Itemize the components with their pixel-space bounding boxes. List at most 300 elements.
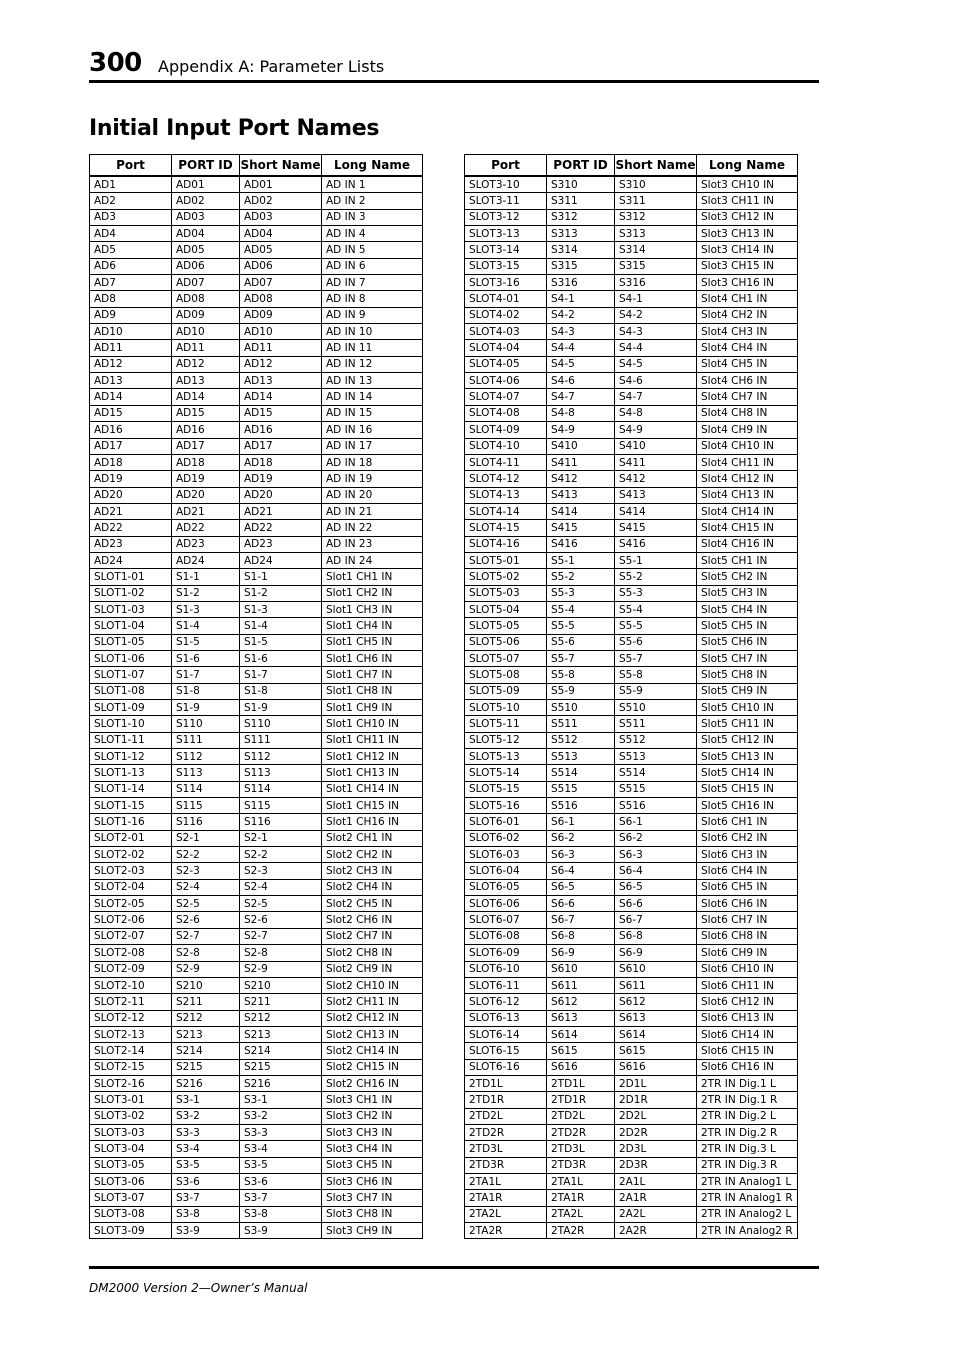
- cell-long-name: Slot4 CH5 IN: [697, 356, 798, 372]
- cell-short-name: S6-3: [615, 847, 697, 863]
- cell-short-name: S6-4: [615, 863, 697, 879]
- table-row: [465, 830, 798, 846]
- table-row: [465, 1108, 798, 1124]
- cell-short-name: S612: [615, 994, 697, 1010]
- table-row: [465, 945, 798, 961]
- cell-port: SLOT1-06: [90, 650, 172, 666]
- cell-short-name: AD01: [240, 176, 322, 193]
- cell-short-name: S2-5: [240, 896, 322, 912]
- cell-long-name: AD IN 3: [322, 209, 423, 225]
- cell-short-name: S3-3: [240, 1124, 322, 1140]
- cell-long-name: Slot1 CH12 IN: [322, 749, 423, 765]
- table-row: [90, 814, 423, 830]
- cell-port-id: S610: [547, 961, 615, 977]
- cell-long-name: AD IN 1: [322, 176, 423, 193]
- table-row: [465, 1059, 798, 1075]
- cell-port: SLOT2-05: [90, 896, 172, 912]
- table-row: [90, 324, 423, 340]
- cell-short-name: S611: [615, 977, 697, 993]
- cell-short-name: S510: [615, 700, 697, 716]
- cell-long-name: Slot3 CH1 IN: [322, 1092, 423, 1108]
- cell-port-id: S2-1: [172, 830, 240, 846]
- cell-short-name: S614: [615, 1026, 697, 1042]
- cell-short-name: S3-6: [240, 1173, 322, 1189]
- cell-port: SLOT5-10: [465, 700, 547, 716]
- cell-port: SLOT6-08: [465, 928, 547, 944]
- cell-short-name: S3-9: [240, 1223, 322, 1239]
- cell-port-id: 2TD1R: [547, 1092, 615, 1108]
- cell-port: SLOT5-08: [465, 667, 547, 683]
- cell-port: SLOT1-16: [90, 814, 172, 830]
- cell-short-name: AD19: [240, 471, 322, 487]
- cell-long-name: Slot3 CH5 IN: [322, 1157, 423, 1173]
- column-header-long-name: Long Name: [697, 155, 798, 177]
- cell-short-name: 2D1R: [615, 1092, 697, 1108]
- cell-long-name: Slot2 CH9 IN: [322, 961, 423, 977]
- cell-long-name: Slot3 CH15 IN: [697, 258, 798, 274]
- cell-port: AD11: [90, 340, 172, 356]
- cell-short-name: S3-1: [240, 1092, 322, 1108]
- cell-long-name: Slot4 CH14 IN: [697, 503, 798, 519]
- cell-port-id: S6-9: [547, 945, 615, 961]
- table-row: [90, 716, 423, 732]
- cell-port-id: S6-5: [547, 879, 615, 895]
- table-row: [90, 471, 423, 487]
- cell-short-name: AD13: [240, 373, 322, 389]
- cell-long-name: Slot2 CH8 IN: [322, 945, 423, 961]
- cell-short-name: S6-9: [615, 945, 697, 961]
- table-row: [465, 749, 798, 765]
- table-row: [90, 503, 423, 519]
- cell-short-name: AD10: [240, 324, 322, 340]
- cell-short-name: S2-9: [240, 961, 322, 977]
- cell-short-name: S6-8: [615, 928, 697, 944]
- cell-port: SLOT2-03: [90, 863, 172, 879]
- cell-port: SLOT5-05: [465, 618, 547, 634]
- cell-port-id: S2-7: [172, 928, 240, 944]
- cell-long-name: Slot1 CH15 IN: [322, 798, 423, 814]
- cell-port: SLOT3-07: [90, 1190, 172, 1206]
- cell-short-name: S1-9: [240, 700, 322, 716]
- cell-long-name: Slot6 CH6 IN: [697, 896, 798, 912]
- cell-port: SLOT5-06: [465, 634, 547, 650]
- cell-short-name: S6-6: [615, 896, 697, 912]
- cell-port: SLOT1-13: [90, 765, 172, 781]
- cell-port-id: S5-6: [547, 634, 615, 650]
- cell-port-id: S416: [547, 536, 615, 552]
- cell-port-id: AD24: [172, 552, 240, 568]
- cell-port-id: S2-8: [172, 945, 240, 961]
- cell-short-name: S312: [615, 209, 697, 225]
- table-row: [90, 1026, 423, 1042]
- cell-port: SLOT5-01: [465, 552, 547, 568]
- cell-port: SLOT2-16: [90, 1075, 172, 1091]
- cell-long-name: Slot6 CH12 IN: [697, 994, 798, 1010]
- cell-port-id: AD06: [172, 258, 240, 274]
- cell-short-name: AD18: [240, 454, 322, 470]
- cell-short-name: S411: [615, 454, 697, 470]
- cell-port: SLOT3-14: [465, 242, 547, 258]
- table-row: [90, 536, 423, 552]
- cell-short-name: S2-4: [240, 879, 322, 895]
- cell-short-name: AD06: [240, 258, 322, 274]
- cell-port-id: S313: [547, 226, 615, 242]
- cell-short-name: S4-4: [615, 340, 697, 356]
- cell-port: SLOT4-12: [465, 471, 547, 487]
- cell-port-id: 2TD2R: [547, 1124, 615, 1140]
- cell-port: 2TD2R: [465, 1124, 547, 1140]
- cell-port: SLOT1-08: [90, 683, 172, 699]
- table-row: [465, 569, 798, 585]
- cell-short-name: AD02: [240, 193, 322, 209]
- table-row: [90, 601, 423, 617]
- cell-short-name: S1-2: [240, 585, 322, 601]
- cell-port: AD7: [90, 275, 172, 291]
- cell-port: AD8: [90, 291, 172, 307]
- cell-long-name: 2TR IN Analog2 R: [697, 1223, 798, 1239]
- cell-port: SLOT1-15: [90, 798, 172, 814]
- cell-long-name: Slot4 CH11 IN: [697, 454, 798, 470]
- cell-port: SLOT1-04: [90, 618, 172, 634]
- table-row: [465, 471, 798, 487]
- page-number: 300: [89, 48, 142, 78]
- cell-short-name: AD11: [240, 340, 322, 356]
- cell-port: SLOT3-15: [465, 258, 547, 274]
- cell-port: 2TA2R: [465, 1223, 547, 1239]
- cell-long-name: Slot4 CH4 IN: [697, 340, 798, 356]
- cell-long-name: AD IN 24: [322, 552, 423, 568]
- cell-port: AD6: [90, 258, 172, 274]
- cell-port-id: AD05: [172, 242, 240, 258]
- cell-port-id: S1-3: [172, 601, 240, 617]
- cell-short-name: S311: [615, 193, 697, 209]
- cell-long-name: 2TR IN Dig.2 L: [697, 1108, 798, 1124]
- table-row: [465, 340, 798, 356]
- cell-long-name: Slot3 CH14 IN: [697, 242, 798, 258]
- cell-long-name: Slot6 CH2 IN: [697, 830, 798, 846]
- cell-long-name: Slot1 CH9 IN: [322, 700, 423, 716]
- cell-port-id: S4-8: [547, 405, 615, 421]
- cell-long-name: AD IN 11: [322, 340, 423, 356]
- cell-port-id: S616: [547, 1059, 615, 1075]
- cell-port: 2TD1R: [465, 1092, 547, 1108]
- cell-long-name: Slot6 CH9 IN: [697, 945, 798, 961]
- cell-long-name: Slot2 CH14 IN: [322, 1043, 423, 1059]
- cell-short-name: S5-6: [615, 634, 697, 650]
- table-row: [465, 618, 798, 634]
- table-row: [465, 863, 798, 879]
- cell-port: 2TD1L: [465, 1075, 547, 1091]
- cell-port: SLOT1-10: [90, 716, 172, 732]
- cell-port-id: S3-9: [172, 1223, 240, 1239]
- cell-port: SLOT2-12: [90, 1010, 172, 1026]
- cell-long-name: Slot6 CH13 IN: [697, 1010, 798, 1026]
- cell-short-name: S211: [240, 994, 322, 1010]
- cell-short-name: S313: [615, 226, 697, 242]
- cell-port-id: S510: [547, 700, 615, 716]
- cell-short-name: S113: [240, 765, 322, 781]
- table-row: [90, 193, 423, 209]
- table-row: [90, 863, 423, 879]
- cell-short-name: S5-2: [615, 569, 697, 585]
- cell-port: AD16: [90, 422, 172, 438]
- cell-port: SLOT3-06: [90, 1173, 172, 1189]
- cell-short-name: AD09: [240, 307, 322, 323]
- cell-port: SLOT3-11: [465, 193, 547, 209]
- cell-short-name: S314: [615, 242, 697, 258]
- table-row: [465, 601, 798, 617]
- table-row: [90, 226, 423, 242]
- cell-short-name: S3-4: [240, 1141, 322, 1157]
- cell-short-name: S5-8: [615, 667, 697, 683]
- cell-short-name: AD21: [240, 503, 322, 519]
- cell-port: AD9: [90, 307, 172, 323]
- table-row: [465, 552, 798, 568]
- cell-short-name: S1-7: [240, 667, 322, 683]
- table-row: [90, 356, 423, 372]
- table-row: [90, 275, 423, 291]
- cell-port-id: S3-5: [172, 1157, 240, 1173]
- table-row: [90, 700, 423, 716]
- cell-port-id: S3-8: [172, 1206, 240, 1222]
- cell-port-id: S5-1: [547, 552, 615, 568]
- cell-short-name: S4-2: [615, 307, 697, 323]
- cell-short-name: S2-6: [240, 912, 322, 928]
- cell-long-name: Slot2 CH12 IN: [322, 1010, 423, 1026]
- cell-port: SLOT5-12: [465, 732, 547, 748]
- cell-short-name: S111: [240, 732, 322, 748]
- cell-port-id: S613: [547, 1010, 615, 1026]
- table-row: [465, 226, 798, 242]
- table-row: [465, 1223, 798, 1239]
- cell-port-id: S6-3: [547, 847, 615, 863]
- cell-port: SLOT3-01: [90, 1092, 172, 1108]
- cell-port-id: S110: [172, 716, 240, 732]
- cell-port: SLOT4-05: [465, 356, 547, 372]
- cell-port-id: S312: [547, 209, 615, 225]
- cell-port-id: AD09: [172, 307, 240, 323]
- table-row: [90, 781, 423, 797]
- cell-short-name: S210: [240, 977, 322, 993]
- cell-short-name: S6-2: [615, 830, 697, 846]
- table-row: [465, 814, 798, 830]
- table-row: [465, 1157, 798, 1173]
- cell-long-name: AD IN 22: [322, 520, 423, 536]
- table-row: [465, 536, 798, 552]
- cell-port: SLOT5-13: [465, 749, 547, 765]
- cell-port-id: S214: [172, 1043, 240, 1059]
- table-row: [90, 977, 423, 993]
- cell-short-name: S414: [615, 503, 697, 519]
- cell-long-name: Slot6 CH16 IN: [697, 1059, 798, 1075]
- cell-port-id: S216: [172, 1075, 240, 1091]
- cell-short-name: S5-4: [615, 601, 697, 617]
- cell-port: SLOT6-14: [465, 1026, 547, 1042]
- cell-long-name: Slot4 CH13 IN: [697, 487, 798, 503]
- table-row: [90, 520, 423, 536]
- cell-long-name: Slot3 CH11 IN: [697, 193, 798, 209]
- cell-short-name: S315: [615, 258, 697, 274]
- cell-short-name: S615: [615, 1043, 697, 1059]
- cell-port-id: S3-7: [172, 1190, 240, 1206]
- table-row: [90, 1206, 423, 1222]
- cell-short-name: AD08: [240, 291, 322, 307]
- cell-short-name: S2-1: [240, 830, 322, 846]
- cell-port-id: AD15: [172, 405, 240, 421]
- cell-long-name: Slot1 CH16 IN: [322, 814, 423, 830]
- cell-port: SLOT2-13: [90, 1026, 172, 1042]
- table-row: [465, 716, 798, 732]
- cell-port: SLOT5-14: [465, 765, 547, 781]
- cell-port-id: AD07: [172, 275, 240, 291]
- cell-long-name: Slot3 CH12 IN: [697, 209, 798, 225]
- cell-port-id: S2-3: [172, 863, 240, 879]
- cell-port: AD3: [90, 209, 172, 225]
- cell-port-id: S5-8: [547, 667, 615, 683]
- table-row: [90, 307, 423, 323]
- cell-port: SLOT3-12: [465, 209, 547, 225]
- table-row: [90, 1092, 423, 1108]
- cell-short-name: S1-8: [240, 683, 322, 699]
- cell-port: AD1: [90, 176, 172, 193]
- cell-port-id: AD21: [172, 503, 240, 519]
- cell-short-name: S512: [615, 732, 697, 748]
- cell-port: SLOT1-02: [90, 585, 172, 601]
- cell-long-name: Slot5 CH5 IN: [697, 618, 798, 634]
- cell-port-id: S2-9: [172, 961, 240, 977]
- table-row: [90, 634, 423, 650]
- cell-short-name: S2-2: [240, 847, 322, 863]
- cell-short-name: S4-6: [615, 373, 697, 389]
- cell-port: SLOT2-01: [90, 830, 172, 846]
- table-row: [90, 928, 423, 944]
- cell-port-id: S4-6: [547, 373, 615, 389]
- cell-short-name: S513: [615, 749, 697, 765]
- cell-long-name: 2TR IN Dig.3 R: [697, 1157, 798, 1173]
- cell-port-id: S512: [547, 732, 615, 748]
- table-row: [465, 1092, 798, 1108]
- table-row: [465, 454, 798, 470]
- cell-short-name: S412: [615, 471, 697, 487]
- cell-short-name: 2A1L: [615, 1173, 697, 1189]
- table-row: [465, 324, 798, 340]
- table-header-row: [465, 155, 798, 177]
- cell-port: 2TA2L: [465, 1206, 547, 1222]
- cell-port-id: S614: [547, 1026, 615, 1042]
- cell-short-name: S115: [240, 798, 322, 814]
- cell-long-name: Slot6 CH15 IN: [697, 1043, 798, 1059]
- table-row: [90, 650, 423, 666]
- cell-long-name: Slot6 CH8 IN: [697, 928, 798, 944]
- cell-short-name: S1-1: [240, 569, 322, 585]
- cell-port-id: S4-9: [547, 422, 615, 438]
- cell-long-name: Slot5 CH6 IN: [697, 634, 798, 650]
- table-row: [90, 1173, 423, 1189]
- cell-port: SLOT4-02: [465, 307, 547, 323]
- cell-long-name: Slot5 CH9 IN: [697, 683, 798, 699]
- cell-port: SLOT4-06: [465, 373, 547, 389]
- table-row: [90, 798, 423, 814]
- cell-long-name: 2TR IN Analog1 R: [697, 1190, 798, 1206]
- table-row: [90, 1075, 423, 1091]
- cell-long-name: AD IN 20: [322, 487, 423, 503]
- table-row: [90, 1010, 423, 1026]
- cell-port: AD17: [90, 438, 172, 454]
- cell-long-name: Slot5 CH14 IN: [697, 765, 798, 781]
- cell-long-name: Slot1 CH4 IN: [322, 618, 423, 634]
- cell-port-id: AD04: [172, 226, 240, 242]
- table-row: [465, 1043, 798, 1059]
- table-row: [465, 667, 798, 683]
- table-row: [465, 847, 798, 863]
- table-row: [90, 209, 423, 225]
- table-row: [90, 765, 423, 781]
- cell-short-name: S5-7: [615, 650, 697, 666]
- cell-port-id: S2-6: [172, 912, 240, 928]
- cell-long-name: Slot4 CH1 IN: [697, 291, 798, 307]
- cell-long-name: Slot2 CH5 IN: [322, 896, 423, 912]
- cell-short-name: S316: [615, 275, 697, 291]
- cell-port: 2TD3R: [465, 1157, 547, 1173]
- table-row: [465, 209, 798, 225]
- cell-short-name: S5-9: [615, 683, 697, 699]
- cell-port-id: 2TA1L: [547, 1173, 615, 1189]
- cell-long-name: Slot4 CH3 IN: [697, 324, 798, 340]
- table-row: [465, 961, 798, 977]
- cell-port-id: 2TA2R: [547, 1223, 615, 1239]
- table-row: [465, 520, 798, 536]
- cell-short-name: S1-4: [240, 618, 322, 634]
- cell-port: SLOT1-07: [90, 667, 172, 683]
- cell-long-name: Slot2 CH15 IN: [322, 1059, 423, 1075]
- cell-port: AD12: [90, 356, 172, 372]
- cell-port-id: S3-3: [172, 1124, 240, 1140]
- cell-short-name: AD04: [240, 226, 322, 242]
- cell-long-name: Slot6 CH10 IN: [697, 961, 798, 977]
- cell-long-name: Slot1 CH11 IN: [322, 732, 423, 748]
- cell-port: SLOT3-03: [90, 1124, 172, 1140]
- table-row: [465, 1190, 798, 1206]
- cell-short-name: S4-7: [615, 389, 697, 405]
- cell-port-id: S515: [547, 781, 615, 797]
- cell-port: SLOT2-08: [90, 945, 172, 961]
- cell-long-name: Slot6 CH4 IN: [697, 863, 798, 879]
- cell-port-id: S2-5: [172, 896, 240, 912]
- cell-short-name: 2D1L: [615, 1075, 697, 1091]
- cell-port-id: S5-5: [547, 618, 615, 634]
- cell-port: SLOT4-10: [465, 438, 547, 454]
- cell-port-id: S1-5: [172, 634, 240, 650]
- cell-short-name: S4-9: [615, 422, 697, 438]
- cell-port-id: S213: [172, 1026, 240, 1042]
- cell-long-name: Slot2 CH10 IN: [322, 977, 423, 993]
- cell-short-name: 2D2R: [615, 1124, 697, 1140]
- cell-long-name: Slot6 CH5 IN: [697, 879, 798, 895]
- cell-port-id: 2TA2L: [547, 1206, 615, 1222]
- cell-port-id: S4-7: [547, 389, 615, 405]
- column-header-long-name: Long Name: [322, 155, 423, 177]
- table-row: [465, 1010, 798, 1026]
- table-row: [465, 275, 798, 291]
- cell-short-name: S2-7: [240, 928, 322, 944]
- cell-long-name: Slot1 CH5 IN: [322, 634, 423, 650]
- cell-long-name: Slot4 CH7 IN: [697, 389, 798, 405]
- cell-short-name: S515: [615, 781, 697, 797]
- cell-short-name: S112: [240, 749, 322, 765]
- cell-short-name: S215: [240, 1059, 322, 1075]
- cell-long-name: Slot6 CH14 IN: [697, 1026, 798, 1042]
- cell-short-name: 2A1R: [615, 1190, 697, 1206]
